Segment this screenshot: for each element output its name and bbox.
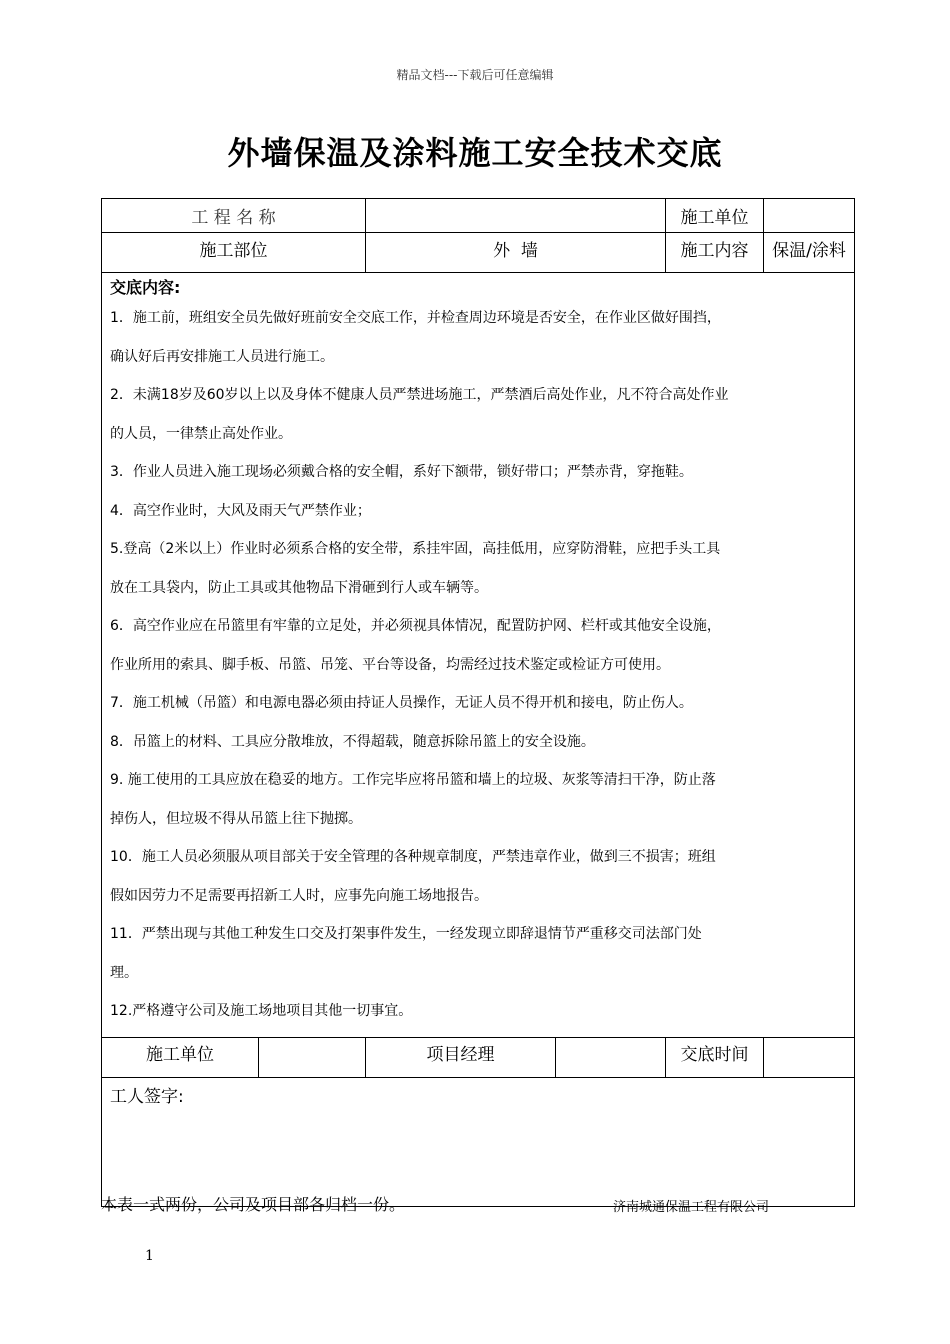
content-cell bbox=[102, 273, 855, 1038]
construction-part-row bbox=[102, 233, 855, 273]
content-line: 9. 施工使用的工具应放在稳妥的地方。工作完毕应将吊篮和墙上的垃圾、灰浆等清扫干净，防止落 bbox=[110, 772, 716, 788]
content-line: 3．作业人员进入施工现场必须戴合格的安全帽，系好下额带，锁好带口；严禁赤背，穿拖鞋。 bbox=[110, 464, 693, 480]
content-line: 7．施工机械（吊篮）和电源电器必须由持证人员操作，无证人员不得开机和接电，防止伤人。 bbox=[110, 695, 693, 711]
content-row bbox=[102, 273, 855, 1038]
sign-unit-label: 施工单位 bbox=[102, 1037, 259, 1077]
content-line: 11．严禁出现与其他工种发生口交及打架事件发生，一经发现立即辞退情节严重移交司法部门处 bbox=[110, 926, 702, 942]
project-name-row bbox=[102, 199, 855, 233]
workers-sign-label: 工人签字: bbox=[110, 1086, 184, 1107]
project-manager-value bbox=[556, 1037, 666, 1077]
page-number: 1 bbox=[145, 1248, 154, 1264]
disclosure-table bbox=[101, 198, 855, 1207]
content-line: 放在工具袋内，防止工具或其他物品下滑砸到行人或车辆等。 bbox=[110, 579, 488, 596]
content-heading: 交底内容: bbox=[110, 278, 181, 297]
content-line: 4．高空作业时，大风及雨天气严禁作业； bbox=[110, 502, 371, 519]
document-title: 外墙保温及涂料施工安全技术交底 bbox=[227, 134, 723, 172]
project-manager-label: 项目经理 bbox=[366, 1037, 556, 1077]
header-note: 精品文档---下载后可任意编辑 bbox=[396, 68, 554, 82]
sign-unit-value bbox=[259, 1037, 366, 1077]
sign-row bbox=[102, 1037, 855, 1077]
construction-part-label: 施工部位 bbox=[102, 233, 366, 273]
content-line: 假如因劳力不足需要再招新工人时，应事先向施工场地报告。 bbox=[110, 887, 488, 904]
disclosure-time-value bbox=[764, 1037, 855, 1077]
workers-sign-cell bbox=[102, 1077, 855, 1206]
construction-unit-label: 施工单位 bbox=[666, 199, 764, 233]
content-line: 掉伤人，但垃圾不得从吊篮上往下抛掷。 bbox=[110, 810, 362, 827]
disclosure-time-label: 交底时间 bbox=[666, 1037, 764, 1077]
content-lines bbox=[110, 299, 846, 1031]
content-line: 作业所用的索具、脚手板、吊篮、吊笼、平台等设备，均需经过技术鉴定或检证方可使用。 bbox=[110, 656, 670, 673]
company-name: 济南城通保温工程有限公司 bbox=[613, 1200, 770, 1215]
workers-sign-row bbox=[102, 1077, 855, 1206]
content-line: 确认好后再安排施工人员进行施工。 bbox=[110, 348, 334, 365]
project-name-value bbox=[366, 199, 666, 233]
content-line: 1．施工前，班组安全员先做好班前安全交底工作，并检查周边环境是否安全，在作业区做好围挡， bbox=[110, 310, 721, 326]
content-line: 的人员，一律禁止高处作业。 bbox=[110, 425, 292, 442]
content-line: 2．未满18岁及60岁以上以及身体不健康人员严禁进场施工，严禁酒后高处作业，凡不符合高处作业 bbox=[110, 387, 729, 403]
content-line: 8．吊篮上的材料、工具应分散堆放，不得超载，随意拆除吊篮上的安全设施。 bbox=[110, 733, 595, 750]
content-line: 理。 bbox=[110, 964, 138, 981]
content-line: 5.登高（2米以上）作业时必须系合格的安全带，系挂牢固，高挂低用，应穿防滑鞋，应把手头工具 bbox=[110, 541, 721, 557]
construction-part-value: 外 墙 bbox=[366, 233, 666, 273]
content-line: 12.严格遵守公司及施工场地项目其他一切事宜。 bbox=[110, 1003, 413, 1019]
content-line: 10．施工人员必须服从项目部关于安全管理的各种规章制度，严禁违章作业，做到三不损害；班组 bbox=[110, 849, 716, 865]
construction-unit-value bbox=[764, 199, 855, 233]
construction-content-label: 施工内容 bbox=[666, 233, 764, 273]
footer-note: 本表一式两份，公司及项目部各归档一份。 bbox=[101, 1195, 406, 1214]
project-name-label: 工 程 名 称 bbox=[102, 199, 366, 233]
construction-content-value: 保温/涂料 bbox=[764, 233, 855, 273]
content-line: 6．高空作业应在吊篮里有牢靠的立足处，并必须视具体情况，配置防护网、栏杆或其他安全设施， bbox=[110, 618, 721, 634]
